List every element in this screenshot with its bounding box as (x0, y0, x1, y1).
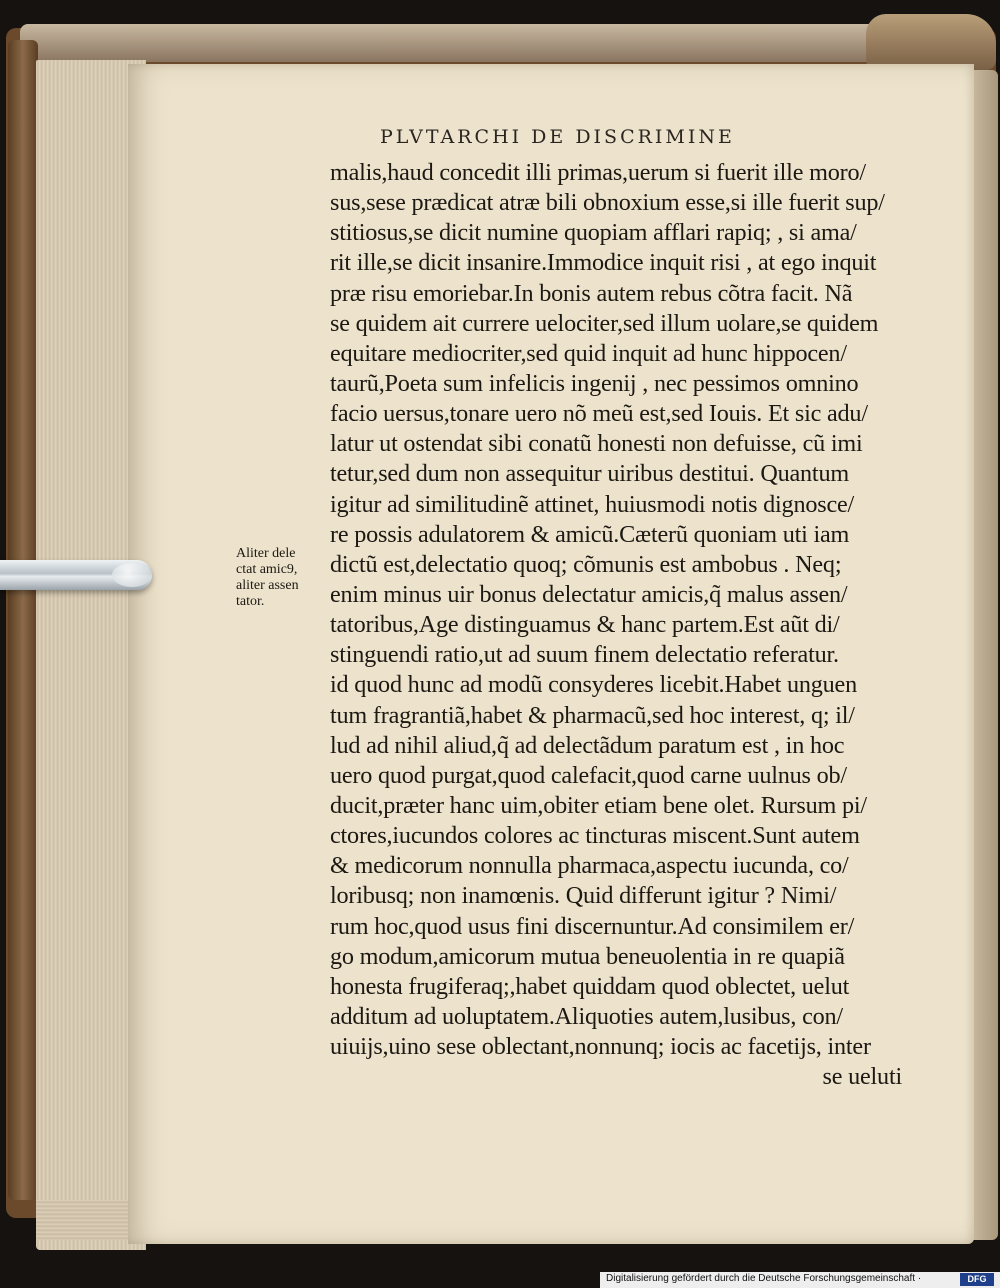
marginal-note-line: tator. (236, 594, 265, 609)
text-line: ducit,præter hanc uim,obiter etiam bene olet. Rursum pi/ (330, 791, 867, 819)
text-line: taurũ,Poeta sum infelicis ingenij , nec pessimos omnino (330, 369, 859, 397)
text-line: id quod hunc ad modũ consyderes licebit.Habet unguen (330, 671, 857, 699)
marginal-note-line: ctat amic9, (236, 562, 298, 577)
cover-top-edge (20, 24, 980, 62)
text-line: facio uersus,tonare uero nõ meũ est,sed Iouis. Et sic adu/ (330, 400, 868, 428)
book-spine (8, 40, 38, 1200)
text-line: uero quod purgat,quod calefacit,quod carne uulnus ob/ (330, 761, 847, 789)
funding-credit: Digitalisierung gefördert durch die Deutsche Forschungsgemeinschaft · (606, 1273, 922, 1284)
text-line: rum hoc,quod usus fini discernuntur.Ad consimilem er/ (330, 912, 855, 940)
text-line: loribusq; non inamœnis. Quid differunt igitur ? Nimi/ (330, 882, 837, 910)
glass-page-holder-tip (112, 563, 152, 587)
text-line: igitur ad similitudinẽ attinet, huiusmodi notis dignosce/ (330, 490, 855, 518)
marginal-note (236, 546, 328, 610)
text-line: stitiosus,se dicit numine quopiam afflari rapiq; , si ama/ (330, 219, 857, 247)
text-line: stinguendi ratio,ut ad suum finem delectatio referatur. (330, 641, 839, 669)
text-line: & medicorum nonnulla pharmaca,aspectu iucunda, co/ (330, 852, 849, 880)
text-line: tatoribus,Age distinguamus & hanc partem.Est aũt di/ (330, 611, 840, 639)
text-line: honesta frugiferaq;,habet quiddam quod oblectet, uelut (330, 972, 850, 1000)
body-text (330, 158, 910, 1092)
text-line: uiuijs,uino sese oblectant,nonnunq; iocis ac facetijs, inter (330, 1033, 871, 1061)
text-line: præ risu emoriebar.In bonis autem rebus cõtra facit. Nã (330, 279, 853, 307)
text-line: equitare mediocriter,sed quid inquit ad hunc hippocen/ (330, 339, 847, 367)
text-line: se quidem ait currere uelociter,sed illum uolare,se quidem (330, 309, 879, 337)
catchword: se ueluti (822, 1063, 902, 1091)
text-line: enim minus uir bonus delectatur amicis,q̃ malus assen/ (330, 580, 848, 608)
dfg-logo: DFG (960, 1273, 994, 1286)
text-line: re possis adulatorem & amicũ.Cæterũ quoniam uti iam (330, 520, 850, 548)
right-clasp (866, 14, 996, 70)
text-line: latur ut ostendat sibi conatũ honesti non defuisse, cũ imi (330, 430, 863, 458)
text-line: malis,haud concedit illi primas,uerum si fuerit ille moro/ (330, 159, 866, 186)
text-line: tum fragrantiã,habet & pharmacũ,sed hoc interest, q; il/ (330, 701, 855, 729)
marginal-note-line: Aliter dele (236, 546, 296, 561)
text-line: ctores,iucundos colores ac tincturas miscent.Sunt autem (330, 822, 860, 850)
text-line: additum ad uoluptatem.Aliquoties autem,lusibus, con/ (330, 1002, 843, 1030)
text-line: rit ille,se dicit insanire.Immodice inquit risi , at ego inquit (330, 249, 877, 277)
marginal-note-line: aliter assen (236, 578, 299, 593)
text-line: tetur,sed dum non assequitur uiribus destitui. Quantum (330, 460, 849, 488)
running-head: PLVTARCHI DE DISCRIMINE (380, 126, 735, 148)
text-line: sus,sese prædicat atræ bili obnoxium esse,si ille fuerit sup/ (330, 189, 885, 217)
text-line: lud ad nihil aliud,q̃ ad delectãdum paratum est , in hoc (330, 731, 845, 759)
text-line: go modum,amicorum mutua beneuolentia in re quapiã (330, 942, 845, 970)
text-line: dictũ est,delectatio quoq; cõmunis est ambobus . Neq; (330, 550, 842, 578)
